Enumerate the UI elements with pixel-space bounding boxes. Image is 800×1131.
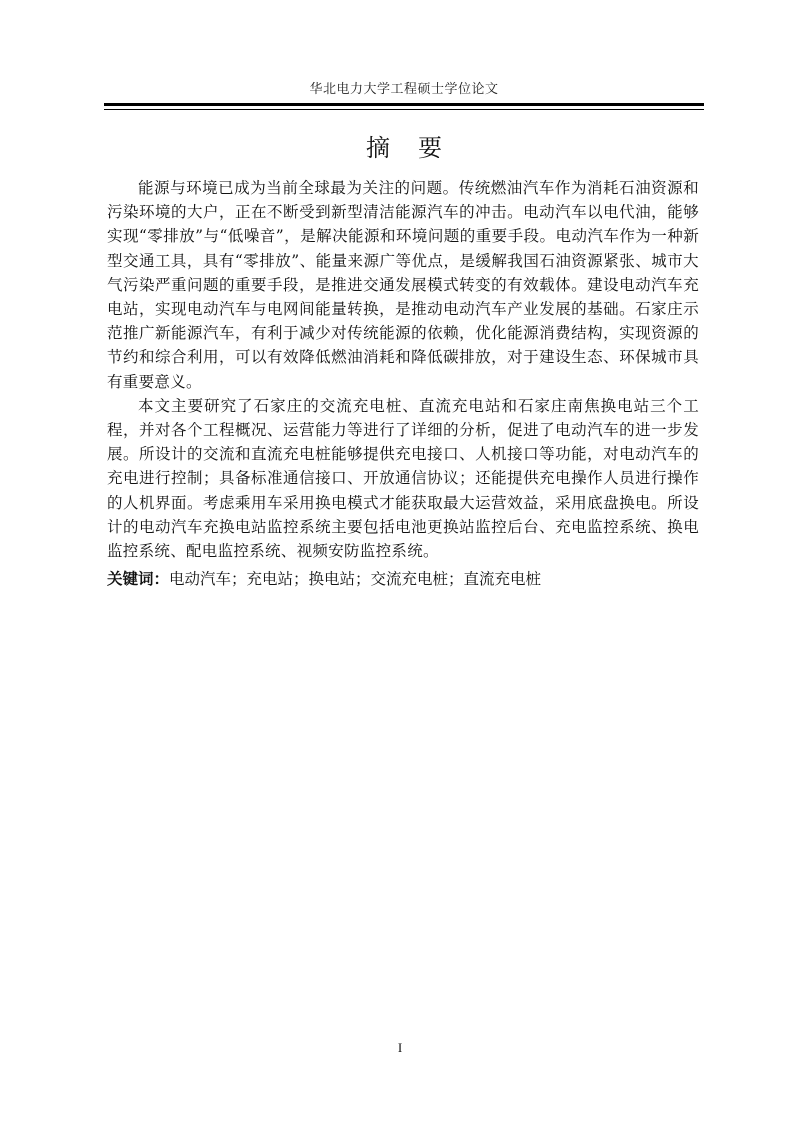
header-rule-thick (104, 103, 704, 106)
abstract-title: 摘要 (366, 134, 470, 162)
header-rule-thin (104, 109, 704, 110)
keywords-line (107, 567, 699, 591)
keywords-label: 关键词： (107, 570, 170, 588)
running-header: 华北电力大学工程硕士学位论文 (309, 82, 499, 97)
abstract-paragraph-1: 能源与环境已成为当前全球最为关注的问题。传统燃油汽车作为消耗石油资源和污染环境的大户，正在不断受到新型清洁能源汽车的冲击。电动汽车以电代油，能够实现“零排放”与“低噪音”，是解决能源和环境问题的重要手段。电动汽车作为一种新型交通工具，具有“零排放”、能量来源广等优点，是缓解我国石油资源紧张、城市大气污染严重问题的重要手段，是推进交通发展模式转变的有效载体。建设电动汽车充电站，实现电动汽车与电网间能量转换，是推动电动汽车产业发展的基础。石家庄示范推广新能源汽车，有利于减少对传统能源的依赖，优化能源消费结构，实现资源的节约和综合利用，可以有效降低燃油消耗和降低碳排放，对于建设生态、环保城市具有重要意义。 (107, 179, 699, 391)
abstract-body (107, 176, 699, 563)
page-number: I (397, 1040, 403, 1055)
abstract-paragraph-2: 本文主要研究了石家庄的交流充电桩、直流充电站和石家庄南焦换电站三个工程，并对各个工程概况、运营能力等进行了详细的分析，促进了电动汽车的进一步发展。所设计的交流和直流充电桩能够提供充电接口、人机接口等功能，对电动汽车的充电进行控制；具备标准通信接口、开放通信协议；还能提供充电操作人员进行操作的人机界面。考虑乘用车采用换电模式才能获取最大运营效益，采用底盘换电。所设计的电动汽车充换电站监控系统主要包括电池更换站监控后台、充电监控系统、换电监控系统、配电监控系统、视频安防监控系统。 (107, 396, 699, 561)
keywords-text: 电动汽车；充电站；换电站；交流充电桩；直流充电桩 (169, 570, 542, 588)
